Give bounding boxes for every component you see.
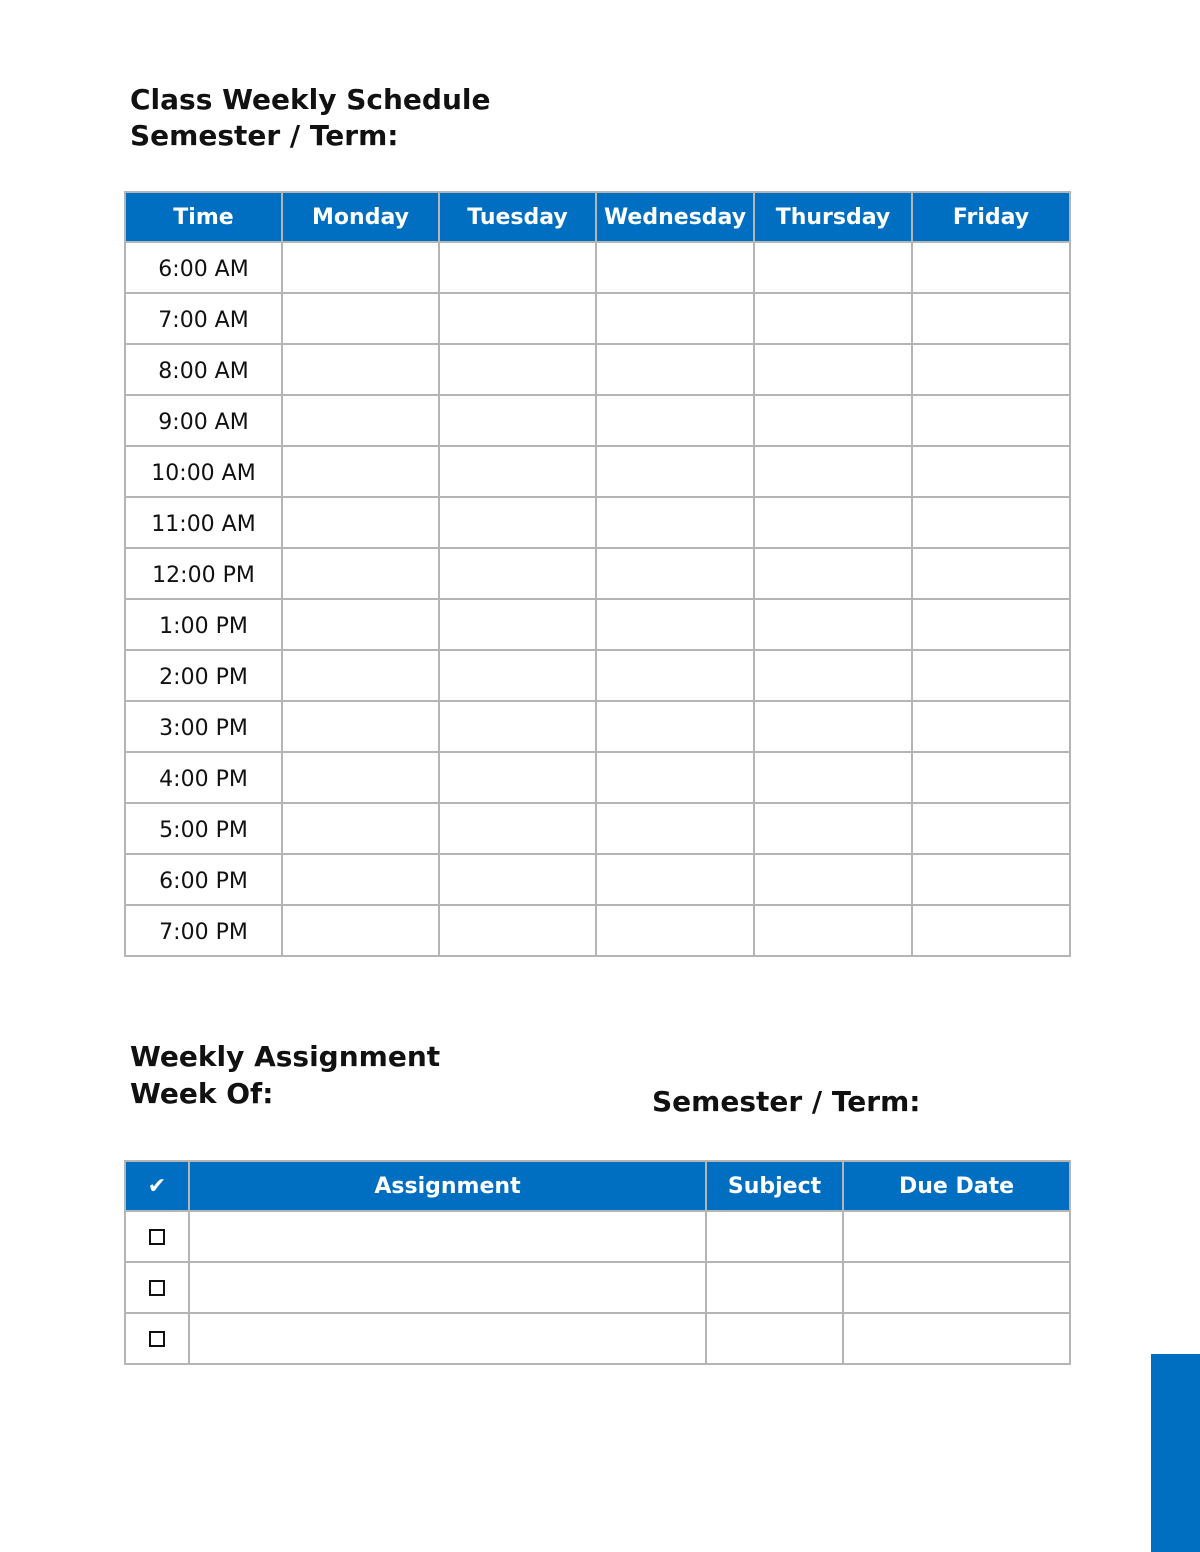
checkbox-cell[interactable] bbox=[125, 1313, 189, 1364]
schedule-row bbox=[125, 650, 1070, 701]
schedule-cell-friday[interactable] bbox=[912, 344, 1070, 395]
header-monday: Monday bbox=[282, 192, 439, 242]
subject-cell[interactable] bbox=[706, 1313, 843, 1364]
header-friday: Friday bbox=[912, 192, 1070, 242]
schedule-cell-thursday[interactable] bbox=[754, 905, 912, 956]
time-cell: 11:00 AM bbox=[125, 497, 282, 548]
schedule-cell-tuesday[interactable] bbox=[439, 650, 596, 701]
schedule-cell-wednesday[interactable] bbox=[596, 701, 754, 752]
schedule-cell-friday[interactable] bbox=[912, 854, 1070, 905]
schedule-title: Class Weekly Schedule bbox=[130, 83, 491, 116]
schedule-cell-thursday[interactable] bbox=[754, 803, 912, 854]
due-date-cell[interactable] bbox=[843, 1211, 1070, 1262]
time-cell: 1:00 PM bbox=[125, 599, 282, 650]
schedule-cell-tuesday[interactable] bbox=[439, 242, 596, 293]
checkbox[interactable] bbox=[149, 1331, 165, 1347]
weekly-assignment-table bbox=[124, 1160, 1071, 1365]
schedule-cell-friday[interactable] bbox=[912, 242, 1070, 293]
weekly-schedule-table bbox=[124, 191, 1071, 957]
schedule-cell-monday[interactable] bbox=[282, 650, 439, 701]
schedule-row bbox=[125, 344, 1070, 395]
schedule-cell-tuesday[interactable] bbox=[439, 803, 596, 854]
assignment-row bbox=[125, 1313, 1070, 1364]
checkbox-cell[interactable] bbox=[125, 1211, 189, 1262]
assignment-row bbox=[125, 1262, 1070, 1313]
schedule-cell-monday[interactable] bbox=[282, 344, 439, 395]
schedule-cell-tuesday[interactable] bbox=[439, 395, 596, 446]
schedule-cell-wednesday[interactable] bbox=[596, 293, 754, 344]
schedule-cell-thursday[interactable] bbox=[754, 650, 912, 701]
schedule-cell-tuesday[interactable] bbox=[439, 344, 596, 395]
schedule-cell-thursday[interactable] bbox=[754, 344, 912, 395]
schedule-cell-tuesday[interactable] bbox=[439, 599, 596, 650]
header-due-date: Due Date bbox=[843, 1161, 1070, 1211]
schedule-cell-tuesday[interactable] bbox=[439, 752, 596, 803]
schedule-row bbox=[125, 446, 1070, 497]
schedule-cell-friday[interactable] bbox=[912, 752, 1070, 803]
schedule-row bbox=[125, 599, 1070, 650]
time-cell: 6:00 PM bbox=[125, 854, 282, 905]
schedule-cell-monday[interactable] bbox=[282, 752, 439, 803]
assignment-term-label: Semester / Term: bbox=[652, 1085, 921, 1118]
schedule-cell-thursday[interactable] bbox=[754, 599, 912, 650]
schedule-cell-tuesday[interactable] bbox=[439, 446, 596, 497]
schedule-cell-thursday[interactable] bbox=[754, 497, 912, 548]
schedule-cell-friday[interactable] bbox=[912, 803, 1070, 854]
schedule-cell-thursday[interactable] bbox=[754, 548, 912, 599]
assignment-cell[interactable] bbox=[189, 1211, 706, 1262]
schedule-cell-thursday[interactable] bbox=[754, 752, 912, 803]
time-cell: 7:00 PM bbox=[125, 905, 282, 956]
header-assignment: Assignment bbox=[189, 1161, 706, 1211]
schedule-cell-wednesday[interactable] bbox=[596, 650, 754, 701]
schedule-cell-friday[interactable] bbox=[912, 905, 1070, 956]
due-date-cell[interactable] bbox=[843, 1262, 1070, 1313]
schedule-row bbox=[125, 854, 1070, 905]
schedule-cell-wednesday[interactable] bbox=[596, 395, 754, 446]
schedule-cell-friday[interactable] bbox=[912, 650, 1070, 701]
assignment-row bbox=[125, 1211, 1070, 1262]
assignment-cell[interactable] bbox=[189, 1313, 706, 1364]
schedule-row bbox=[125, 497, 1070, 548]
schedule-cell-tuesday[interactable] bbox=[439, 548, 596, 599]
check-icon: ✔ bbox=[125, 1161, 189, 1211]
subject-cell[interactable] bbox=[706, 1262, 843, 1313]
schedule-cell-friday[interactable] bbox=[912, 497, 1070, 548]
schedule-cell-thursday[interactable] bbox=[754, 242, 912, 293]
schedule-row bbox=[125, 803, 1070, 854]
schedule-cell-thursday[interactable] bbox=[754, 395, 912, 446]
schedule-cell-wednesday[interactable] bbox=[596, 497, 754, 548]
assignment-title: Weekly Assignment bbox=[130, 1040, 441, 1073]
schedule-cell-tuesday[interactable] bbox=[439, 293, 596, 344]
time-cell: 2:00 PM bbox=[125, 650, 282, 701]
subject-cell[interactable] bbox=[706, 1211, 843, 1262]
schedule-cell-tuesday[interactable] bbox=[439, 854, 596, 905]
schedule-cell-monday[interactable] bbox=[282, 701, 439, 752]
schedule-row bbox=[125, 905, 1070, 956]
header-tuesday: Tuesday bbox=[439, 192, 596, 242]
schedule-cell-monday[interactable] bbox=[282, 446, 439, 497]
schedule-header-row bbox=[125, 192, 1070, 242]
schedule-cell-wednesday[interactable] bbox=[596, 446, 754, 497]
due-date-cell[interactable] bbox=[843, 1313, 1070, 1364]
time-cell: 8:00 AM bbox=[125, 344, 282, 395]
checkbox-cell[interactable] bbox=[125, 1262, 189, 1313]
time-cell: 7:00 AM bbox=[125, 293, 282, 344]
schedule-cell-thursday[interactable] bbox=[754, 701, 912, 752]
schedule-cell-thursday[interactable] bbox=[754, 293, 912, 344]
schedule-cell-wednesday[interactable] bbox=[596, 752, 754, 803]
time-cell: 5:00 PM bbox=[125, 803, 282, 854]
schedule-cell-monday[interactable] bbox=[282, 905, 439, 956]
schedule-row bbox=[125, 752, 1070, 803]
schedule-cell-wednesday[interactable] bbox=[596, 905, 754, 956]
schedule-cell-monday[interactable] bbox=[282, 293, 439, 344]
schedule-row bbox=[125, 242, 1070, 293]
time-cell: 3:00 PM bbox=[125, 701, 282, 752]
schedule-cell-wednesday[interactable] bbox=[596, 599, 754, 650]
schedule-cell-wednesday[interactable] bbox=[596, 854, 754, 905]
checkbox[interactable] bbox=[149, 1229, 165, 1245]
header-thursday: Thursday bbox=[754, 192, 912, 242]
schedule-cell-monday[interactable] bbox=[282, 395, 439, 446]
assignment-header-row bbox=[125, 1161, 1070, 1211]
schedule-cell-wednesday[interactable] bbox=[596, 344, 754, 395]
schedule-cell-wednesday[interactable] bbox=[596, 548, 754, 599]
assignment-cell[interactable] bbox=[189, 1262, 706, 1313]
schedule-cell-thursday[interactable] bbox=[754, 854, 912, 905]
schedule-row bbox=[125, 548, 1070, 599]
header-time: Time bbox=[125, 192, 282, 242]
header-subject: Subject bbox=[706, 1161, 843, 1211]
schedule-cell-tuesday[interactable] bbox=[439, 497, 596, 548]
schedule-cell-friday[interactable] bbox=[912, 293, 1070, 344]
schedule-cell-wednesday[interactable] bbox=[596, 242, 754, 293]
schedule-row bbox=[125, 395, 1070, 446]
schedule-cell-friday[interactable] bbox=[912, 548, 1070, 599]
schedule-term-label: Semester / Term: bbox=[130, 119, 399, 152]
schedule-cell-thursday[interactable] bbox=[754, 446, 912, 497]
schedule-row bbox=[125, 701, 1070, 752]
time-cell: 12:00 PM bbox=[125, 548, 282, 599]
schedule-cell-tuesday[interactable] bbox=[439, 701, 596, 752]
time-cell: 10:00 AM bbox=[125, 446, 282, 497]
schedule-cell-monday[interactable] bbox=[282, 854, 439, 905]
schedule-cell-wednesday[interactable] bbox=[596, 803, 754, 854]
time-cell: 9:00 AM bbox=[125, 395, 282, 446]
schedule-cell-tuesday[interactable] bbox=[439, 905, 596, 956]
checkbox[interactable] bbox=[149, 1280, 165, 1296]
schedule-cell-monday[interactable] bbox=[282, 548, 439, 599]
assignment-week-label: Week Of: bbox=[130, 1077, 274, 1110]
time-cell: 4:00 PM bbox=[125, 752, 282, 803]
time-cell: 6:00 AM bbox=[125, 242, 282, 293]
schedule-cell-friday[interactable] bbox=[912, 446, 1070, 497]
schedule-cell-friday[interactable] bbox=[912, 395, 1070, 446]
schedule-cell-friday[interactable] bbox=[912, 701, 1070, 752]
header-wednesday: Wednesday bbox=[596, 192, 754, 242]
schedule-cell-monday[interactable] bbox=[282, 599, 439, 650]
schedule-cell-friday[interactable] bbox=[912, 599, 1070, 650]
schedule-cell-monday[interactable] bbox=[282, 803, 439, 854]
schedule-cell-monday[interactable] bbox=[282, 497, 439, 548]
schedule-cell-monday[interactable] bbox=[282, 242, 439, 293]
schedule-row bbox=[125, 293, 1070, 344]
side-tab-decoration bbox=[1151, 1354, 1200, 1552]
